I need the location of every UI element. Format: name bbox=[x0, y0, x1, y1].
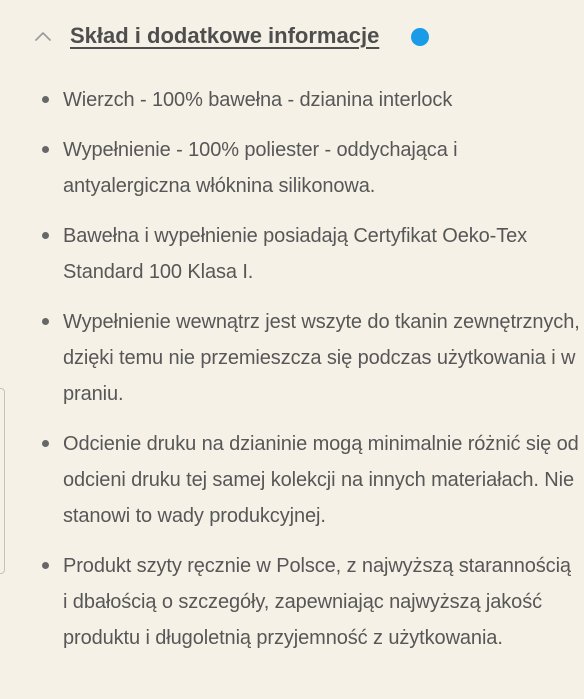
bullet-icon bbox=[42, 318, 49, 325]
list-item bbox=[0, 548, 584, 656]
status-indicator-dot bbox=[411, 28, 429, 46]
list-item bbox=[0, 218, 584, 290]
list-item-text: Produkt szyty ręcznie w Polsce, z najwyższą starannością i dbałością o szczegóły, zapewniając najwyższą jakość produktu i długoletnią przyjemność z użytkowania. bbox=[63, 555, 571, 649]
list-item bbox=[0, 426, 584, 534]
bullet-icon bbox=[42, 232, 49, 239]
bullet-icon bbox=[42, 562, 49, 569]
list-item-text: Odcienie druku na dzianinie mogą minimalnie różnić się od odcieni druku tej samej kolekcji na innych materiałach. Nie stanowi to wady produkcyjnej. bbox=[63, 433, 579, 527]
product-info-list bbox=[0, 82, 584, 670]
list-item bbox=[0, 304, 584, 412]
bullet-icon bbox=[42, 96, 49, 103]
accordion-title[interactable]: Skład i dodatkowe informacje bbox=[70, 23, 380, 48]
list-item-text: Bawełna i wypełnienie posiadają Certyfikat Oeko-Tex Standard 100 Klasa I. bbox=[63, 225, 528, 283]
list-item-text: Wypełnienie - 100% poliester - oddychająca i antyalergiczna włóknina silikonowa. bbox=[63, 139, 458, 197]
bullet-icon bbox=[42, 440, 49, 447]
list-item-text: Wypełnienie wewnątrz jest wszyte do tkanin zewnętrznych, dzięki temu nie przemieszcza się podczas użytkowania i w praniu. bbox=[63, 311, 580, 405]
accordion-header-composition[interactable] bbox=[30, 14, 379, 58]
chevron-up-icon[interactable] bbox=[30, 23, 56, 49]
bullet-icon bbox=[42, 146, 49, 153]
list-item bbox=[0, 82, 584, 118]
list-item bbox=[0, 132, 584, 204]
list-item-text: Wierzch - 100% bawełna - dzianina interlock bbox=[63, 89, 453, 111]
